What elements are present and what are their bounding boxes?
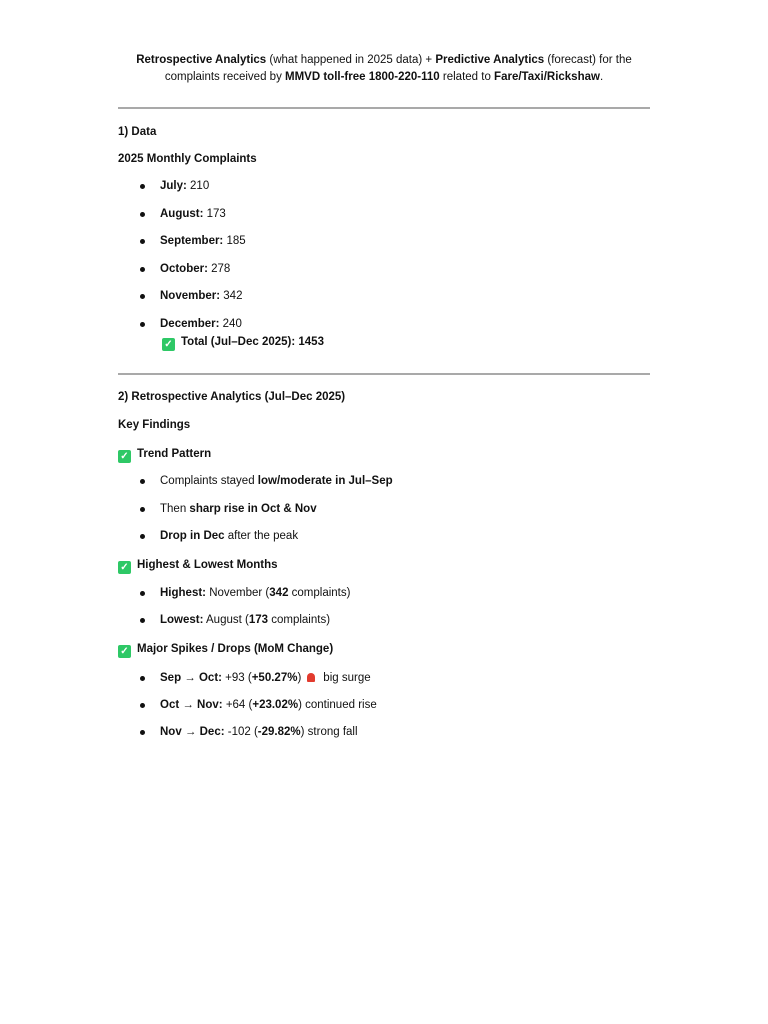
month-label: September:: [160, 235, 224, 247]
bullet-dot: [140, 479, 145, 484]
spike-1-percent: +50.27%: [251, 672, 298, 684]
spikes-drops-title: [118, 641, 333, 658]
spike-3-percent: -29.82%: [257, 726, 301, 738]
spike-3-label: Nov → Dec:: [160, 726, 225, 738]
spike-1-note: big surge: [323, 672, 371, 684]
intro-bold-tollfree: MMVD toll-free 1800-220-110: [285, 71, 440, 83]
highest-lowest-title: [118, 557, 278, 574]
intro-text-end: .: [599, 71, 604, 83]
total-text: Total (Jul–Dec 2025): 1453: [181, 336, 324, 348]
intro-text-4: related to: [439, 71, 495, 83]
month-value: 185: [223, 235, 246, 247]
spike-1-label: Sep → Oct:: [160, 672, 222, 684]
intro-bold-category: Fare/Taxi/Rickshaw: [494, 71, 600, 83]
bullet-dot: [140, 184, 145, 189]
spike-3-note: ) strong fall: [300, 726, 358, 738]
spike-2-percent: +23.02%: [252, 699, 299, 711]
horizontal-rule-1: [118, 107, 650, 109]
bullet-dot: [140, 212, 145, 217]
highest-text: November (: [206, 587, 270, 599]
trend-pattern-label: Trend Pattern: [137, 448, 212, 460]
check-box-icon: ✓: [118, 645, 131, 658]
total-line: [162, 334, 324, 351]
section1-subheading: 2025 Monthly Complaints: [118, 153, 257, 165]
spike-1-close: ): [297, 672, 302, 684]
lowest-text: August (: [203, 614, 249, 626]
trend-b3-bold: Drop in Dec: [160, 530, 225, 542]
bullet-dot: [140, 322, 145, 327]
section2-subheading: Key Findings: [118, 419, 191, 431]
intro-bold-retrospective: Retrospective Analytics: [136, 54, 267, 66]
check-box-icon: ✓: [118, 561, 131, 574]
month-label: October:: [160, 263, 208, 275]
section2-heading: 2) Retrospective Analytics (Jul–Dec 2025): [118, 391, 346, 403]
trend-b2-text: Then: [160, 503, 190, 515]
trend-b3-text: after the peak: [224, 530, 299, 542]
bullet-dot: [140, 267, 145, 272]
spike-2-text: +64 (: [222, 699, 253, 711]
lowest-label: Lowest:: [160, 614, 204, 626]
bullet-dot: [140, 534, 145, 539]
spike-2-label: Oct → Nov:: [160, 699, 223, 711]
lowest-suffix: complaints): [268, 614, 331, 626]
spikes-drops-label: Major Spikes / Drops (MoM Change): [137, 643, 334, 655]
month-label: December:: [160, 318, 220, 330]
highest-label: Highest:: [160, 587, 206, 599]
intro-bold-predictive: Predictive Analytics: [435, 54, 545, 66]
highest-suffix: complaints): [288, 587, 351, 599]
trend-b2-bold: sharp rise in Oct & Nov: [189, 503, 317, 515]
check-box-icon: ✓: [118, 450, 131, 463]
spike-2-note: ) continued rise: [298, 699, 377, 711]
month-value: 240: [219, 318, 242, 330]
month-value: 173: [203, 208, 226, 220]
horizontal-rule-2: [118, 373, 650, 375]
highest-lowest-label: Highest & Lowest Months: [137, 559, 278, 571]
bullet-dot: [140, 730, 145, 735]
highest-value: 342: [269, 587, 289, 599]
bullet-dot: [140, 676, 145, 681]
month-label: July:: [160, 180, 187, 192]
intro-text-1: (what happened in 2025 data) +: [266, 54, 436, 66]
bullet-dot: [140, 618, 145, 623]
bullet-dot: [140, 239, 145, 244]
trend-b1-bold: low/moderate in Jul–Sep: [257, 475, 393, 487]
month-value: 278: [207, 263, 231, 275]
siren-icon: [307, 673, 315, 682]
spike-1-text: +93 (: [221, 672, 252, 684]
bullet-dot: [140, 507, 145, 512]
intro-text-3: complaints received by: [164, 71, 286, 83]
month-label: November:: [160, 290, 221, 302]
bullet-dot: [140, 294, 145, 299]
trend-pattern-title: [118, 446, 211, 463]
month-label: August:: [160, 208, 204, 220]
bullet-dot: [140, 591, 145, 596]
check-box-icon: ✓: [162, 338, 175, 351]
month-value: 342: [220, 290, 243, 302]
intro-paragraph: [118, 52, 650, 86]
month-value: 210: [186, 180, 210, 192]
lowest-value: 173: [248, 614, 269, 626]
bullet-dot: [140, 703, 145, 708]
intro-text-2: (forecast) for the: [544, 54, 632, 66]
trend-b1-text: Complaints stayed: [160, 475, 258, 487]
spike-3-text: -102 (: [224, 726, 258, 738]
section1-heading: 1) Data: [118, 126, 157, 138]
